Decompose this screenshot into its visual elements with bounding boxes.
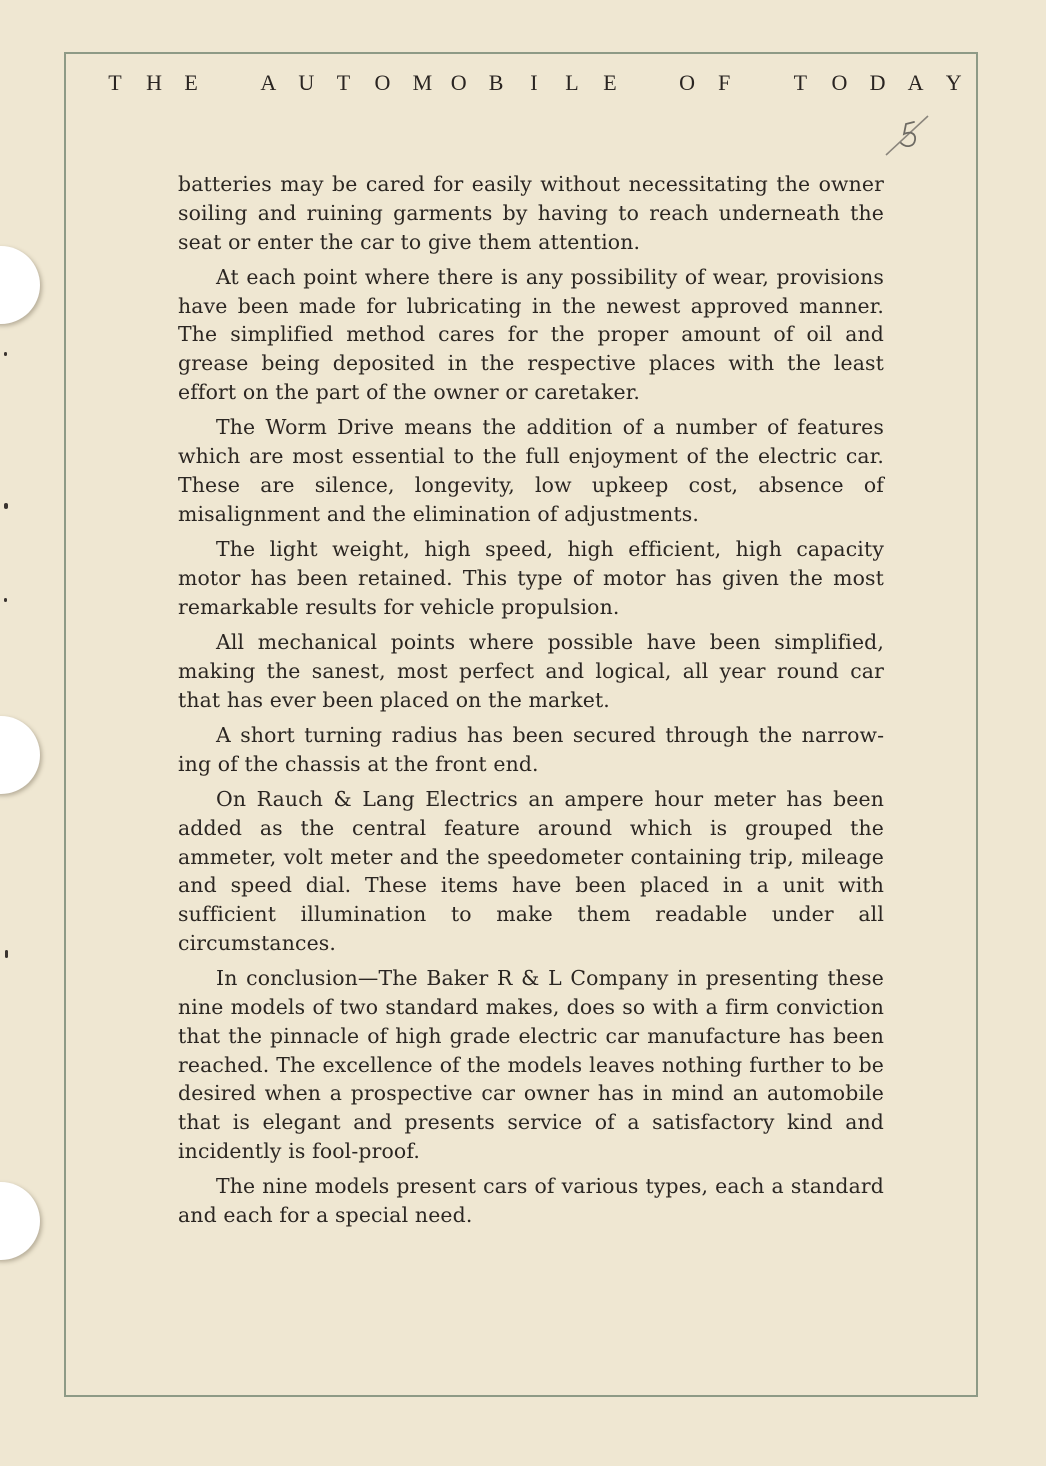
running-head-letter: A (260, 70, 277, 95)
running-head-letter: L (565, 70, 579, 95)
paragraph: The nine models present cars of various types, each a standard and each for a special need. (178, 1174, 884, 1228)
body-text (178, 170, 884, 1236)
running-head-space (222, 70, 236, 96)
paragraph: All mechanical points where possible have been simplified, making the sanest, most perfect and logical, all year round car that has ever been placed on the market. (178, 629, 884, 712)
paragraph: In conclusion—The Baker R & L Company in presenting these nine models of two standard makes, does so with a firm conviction that the pinnacle of high grade electric car manufacture has been reached. The excellence of the models leaves nothing further to be desired when a prospective car owner has in mind an automobile that is elegant and presents service of a satisfactory kind and incidently is fool-proof. (178, 966, 884, 1163)
running-head-letter: U (298, 70, 315, 95)
running-head-letter: B (488, 70, 504, 95)
punch-hole (0, 716, 40, 794)
paper-speck (4, 503, 8, 509)
running-head-letter: T (793, 70, 808, 95)
running-head-letter: I (530, 70, 538, 95)
paragraph: On Rauch & Lang Electrics an ampere hour meter has been added as the central feature around which is grouped the ammeter, volt meter and the speedometer containing trip, mileage and speed dial. These items have been placed in a unit with sufficient illumination to make them readable under all circumstances. (178, 786, 884, 955)
running-head-letter: H (146, 70, 162, 95)
running-head-letter: Y (945, 70, 962, 95)
running-head-letter: D (869, 70, 886, 95)
paper-speck (4, 352, 7, 356)
paragraph: The light weight, high speed, high efficient, high capacity motor has been retained. This type of motor has given the most remarkable results for vehicle propulsion. (178, 537, 884, 619)
running-head-space (641, 70, 655, 96)
running-head-letter: E (603, 70, 617, 95)
punch-hole (0, 246, 40, 324)
paper-speck (5, 950, 8, 958)
paragraph: A short turning radius has been secured through the narrowing of the chassis at the front end. (178, 722, 884, 776)
running-head-letter: O (831, 70, 848, 95)
running-head-letter: E (184, 70, 198, 95)
running-head (108, 70, 960, 96)
handwritten-page-number (866, 100, 946, 160)
paragraph: batteries may be cared for easily without necessitating the owner soiling and ruining garments by having to reach underneath the seat or enter the car to give them attention. (178, 172, 884, 254)
running-head-letter: O (450, 70, 467, 95)
punch-hole (0, 1182, 40, 1260)
paragraph: The Worm Drive means the addition of a number of features which are most essential to the full enjoyment of the electric car. These are silence, longevity, low upkeep cost, absence of misalignment and the elimination of adjustments. (178, 415, 884, 526)
running-head-space (755, 70, 769, 96)
paragraph: At each point where there is any possibility of wear, provisions have been made for lubricating in the newest approved manner. The simplified method cares for the proper amount of oil and grease being deposited in the respective places with the least effort on the part of the owner or caretaker. (178, 264, 884, 405)
running-head-letter: O (679, 70, 696, 95)
running-head-letter: A (907, 70, 924, 95)
paper-speck (4, 598, 7, 602)
running-head-letter: T (108, 70, 122, 95)
running-head-letter: O (374, 70, 391, 95)
running-head-letter: T (336, 70, 351, 95)
running-head-letter: M (412, 70, 433, 95)
running-head-letter: F (718, 70, 731, 95)
